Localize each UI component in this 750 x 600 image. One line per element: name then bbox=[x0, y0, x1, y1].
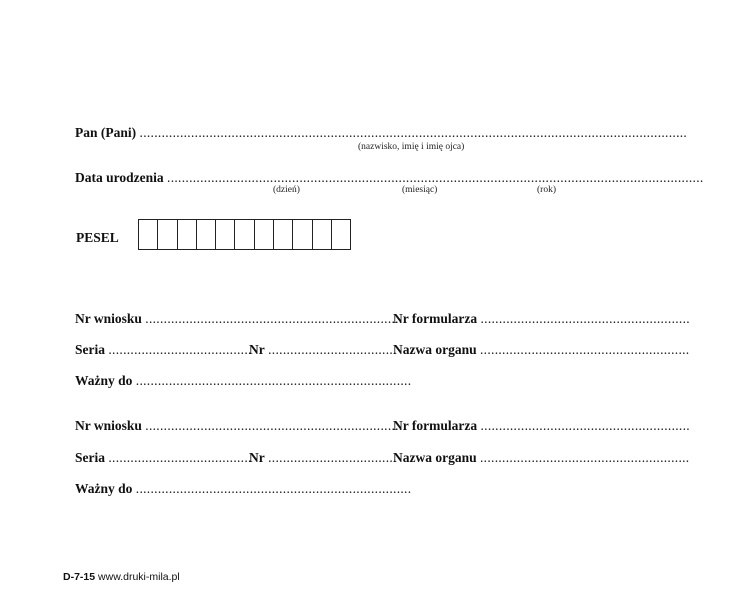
pesel-cell[interactable] bbox=[312, 219, 332, 250]
nr-wniosku-label: Nr wniosku bbox=[75, 311, 142, 326]
seria-row-1 bbox=[75, 342, 252, 358]
birth-month-hint: (miesiąc) bbox=[402, 185, 438, 195]
pesel-cell[interactable] bbox=[331, 219, 351, 250]
birth-field[interactable]: .................................................................................................................................................. bbox=[167, 170, 704, 185]
nr-label: Nr bbox=[249, 342, 265, 357]
nazwa-organu-row-2 bbox=[393, 450, 689, 466]
footer bbox=[63, 571, 180, 583]
pesel-cell[interactable] bbox=[254, 219, 274, 250]
pesel-label: PESEL bbox=[76, 230, 119, 245]
pesel-boxes[interactable] bbox=[138, 219, 351, 250]
nazwa-organu-row-1 bbox=[393, 342, 689, 358]
person-row bbox=[75, 125, 687, 141]
nr-wniosku-row-1 bbox=[75, 311, 403, 327]
nr-wniosku-row-2 bbox=[75, 418, 403, 434]
nr-row-1 bbox=[249, 342, 397, 358]
pesel-cell[interactable] bbox=[157, 219, 177, 250]
birth-year-hint: (rok) bbox=[537, 185, 556, 195]
seria-row-2 bbox=[75, 450, 252, 466]
wazny-do-row-2 bbox=[75, 481, 411, 497]
form-code: D-7-15 bbox=[63, 571, 96, 583]
nr-formularza-row-1 bbox=[393, 311, 690, 327]
nr-label: Nr bbox=[249, 450, 265, 465]
seria-label: Seria bbox=[75, 450, 105, 465]
pesel-cell[interactable] bbox=[273, 219, 293, 250]
person-label: Pan (Pani) bbox=[75, 125, 137, 140]
birth-row bbox=[75, 170, 704, 186]
nr-field[interactable]: ................................... bbox=[268, 342, 397, 357]
nr-row-2 bbox=[249, 450, 397, 466]
nr-formularza-row-2 bbox=[393, 418, 690, 434]
wazny-do-label: Ważny do bbox=[75, 373, 133, 388]
seria-label: Seria bbox=[75, 342, 105, 357]
pesel-cell[interactable] bbox=[177, 219, 197, 250]
pesel-cell[interactable] bbox=[234, 219, 254, 250]
birth-day-hint: (dzień) bbox=[273, 185, 300, 195]
wazny-do-field[interactable]: ........................................................................... bbox=[135, 373, 412, 388]
site-url: www.druki-mila.pl bbox=[98, 571, 180, 583]
nr-wniosku-field[interactable]: ...................................................................... bbox=[145, 311, 403, 326]
wazny-do-label: Ważny do bbox=[75, 481, 133, 496]
seria-field[interactable]: ....................................... bbox=[108, 450, 252, 465]
nr-formularza-field[interactable]: ......................................................... bbox=[480, 418, 690, 433]
nr-field[interactable]: ................................... bbox=[268, 450, 397, 465]
nr-wniosku-field[interactable]: ...................................................................... bbox=[145, 418, 403, 433]
person-field[interactable]: ..................................................................................................................................................... bbox=[139, 125, 688, 140]
birth-label: Data urodzenia bbox=[75, 170, 164, 185]
pesel-cell[interactable] bbox=[138, 219, 158, 250]
nazwa-organu-field[interactable]: ......................................................... bbox=[480, 450, 690, 465]
pesel-cell[interactable] bbox=[292, 219, 312, 250]
pesel-row bbox=[76, 230, 119, 246]
nr-formularza-field[interactable]: ......................................................... bbox=[480, 311, 690, 326]
wazny-do-row-1 bbox=[75, 373, 411, 389]
pesel-cell[interactable] bbox=[196, 219, 216, 250]
nr-formularza-label: Nr formularza bbox=[393, 418, 478, 433]
seria-field[interactable]: ....................................... bbox=[108, 342, 252, 357]
nazwa-organu-label: Nazwa organu bbox=[393, 450, 477, 465]
nazwa-organu-field[interactable]: ......................................................... bbox=[480, 342, 690, 357]
nr-formularza-label: Nr formularza bbox=[393, 311, 478, 326]
person-hint: (nazwisko, imię i imię ojca) bbox=[358, 142, 465, 152]
nr-wniosku-label: Nr wniosku bbox=[75, 418, 142, 433]
nazwa-organu-label: Nazwa organu bbox=[393, 342, 477, 357]
pesel-cell[interactable] bbox=[215, 219, 235, 250]
wazny-do-field[interactable]: ........................................................................... bbox=[135, 481, 412, 496]
